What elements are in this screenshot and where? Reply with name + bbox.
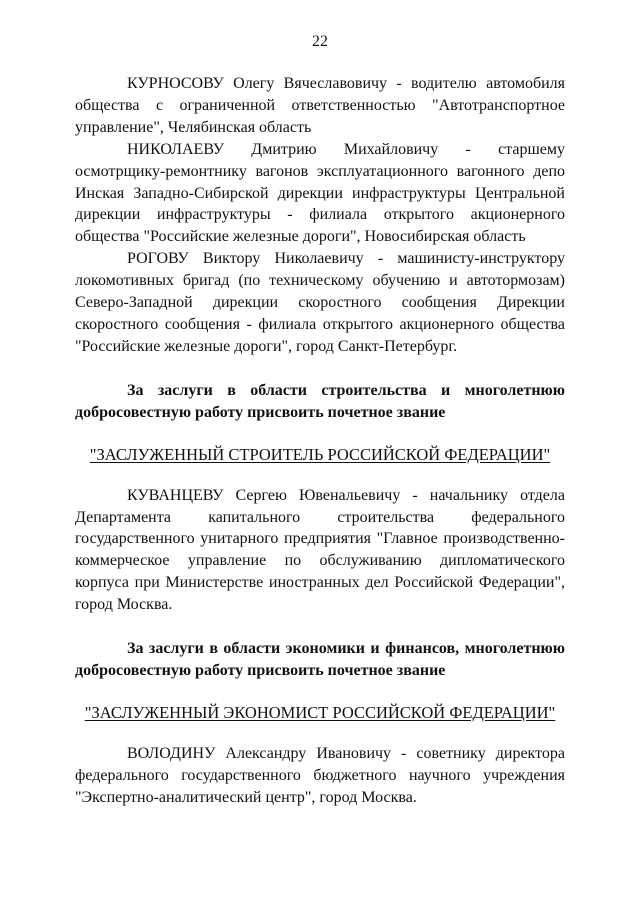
honorary-title-builder xyxy=(75,444,565,466)
document-body xyxy=(75,73,565,809)
honorary-title-economist xyxy=(75,702,565,724)
section-heading-economics: За заслуги в области экономики и финансов, многолетнюю добросовестную работу присвоить почетное звание xyxy=(75,640,565,679)
section-heading-construction: За заслуги в области строительства и многолетнюю добросовестную работу присвоить почетное звание xyxy=(75,381,565,421)
honorary-title-builder-text: "ЗАСЛУЖЕННЫЙ СТРОИТЕЛЬ РОССИЙСКОЙ ФЕДЕРАЦИИ" xyxy=(89,444,551,464)
award-entry-volodin: ВОЛОДИНУ Александру Ивановичу - советнику директора федерального государственного бюджетного научного учреждения "Экспертно-аналитический центр", город Москва. xyxy=(75,744,565,806)
honorary-title-economist-text: "ЗАСЛУЖЕННЫЙ ЭКОНОМИСТ РОССИЙСКОЙ ФЕДЕРАЦИИ" xyxy=(84,702,556,722)
award-entry-kurnosov: КУРНОСОВУ Олегу Вячеславовичу - водителю автомобиля общества с ограниченной ответственностью "Автотранспортное управление", Челябинская область xyxy=(75,75,565,136)
award-entry-nikolaev: НИКОЛАЕВУ Дмитрию Михайловичу - старшему осмотрщику-ремонтнику вагонов эксплуатационного вагонного депо Инская Западно-Сибирской дирекции инфраструктуры Центральной дирекции инфраструктуры - филиала открытого акционерного общества "Российские железные дороги", Новосибирская область xyxy=(75,140,565,246)
award-entry-rogov: РОГОВУ Виктору Николаевичу - машинисту-инструктору локомотивных бригад (по техническому обучению и автотормозам) Северо-Западной дирекции скоростного сообщения Дирекции скоростного сообщения - филиала открытого акционерного общества "Российские железные дороги", город Санкт-Петербург. xyxy=(75,250,565,355)
award-entry-kuvantsev: КУВАНЦЕВУ Сергею Ювенальевичу - начальнику отдела Департамента капитального строительства федерального государственного унитарного предприятия "Главное производственно-коммерческое управление по обслуживанию дипломатического корпуса при Министерстве иностранных дел Российской Федерации", город Москва. xyxy=(75,486,565,614)
page-number: 22 xyxy=(312,33,328,50)
